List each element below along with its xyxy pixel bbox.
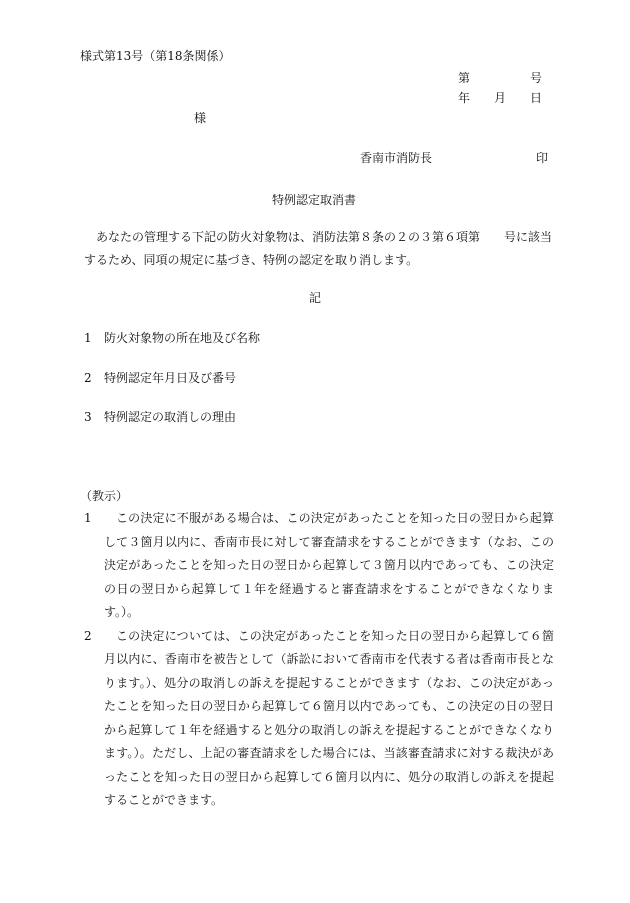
notice-item [84,507,554,625]
addressee-suffix: 様 [194,111,207,125]
seal-mark: 印 [536,151,549,165]
item-certification-date-number [84,372,236,384]
body-paragraph: あなたの管理する下記の防火対象物は、消防法第８条の２の３第６項第 号に該当するため、同項の規定に基づき、特例の認定を取り消します。 [84,230,553,267]
ki-heading: 記 [309,291,322,305]
date-month: 月 [494,91,507,105]
item-revocation-reason [84,411,236,423]
item-location-name [84,332,260,344]
notice-heading: （教示） [80,489,129,503]
item-label: 特例認定の取消しの理由 [104,410,237,424]
notice-list [84,507,554,813]
item-number: 2 [84,371,92,385]
item-label: 特例認定年月日及び番号 [104,371,237,385]
issuer-name: 香南市消防長 [360,151,433,165]
doc-number-suffix: 号 [530,71,543,85]
date-year: 年 [458,91,471,105]
notice-number: 1 [84,511,92,525]
notice-text: この決定に不服がある場合は、この決定があったことを知った日の翌日から起算して３箇月以内に、香南市長に対して審査請求をすることができます（なお、この決定があったことを知った日の翌日から起算して３箇月以内であっても、この決定の日の翌日から起算して１年を経過すると審査請求をすることができなくなります。）。 [104,511,554,619]
date-day: 日 [530,91,543,105]
item-number: 1 [84,331,92,345]
item-label: 防火対象物の所在地及び名称 [104,331,261,345]
notice-number: 2 [84,628,92,643]
item-number: 3 [84,410,92,424]
notice-text: この決定については、この決定があったことを知った日の翌日から起算して６箇月以内に、香南市を被告として（訴訟において香南市を代表する者は香南市長となります。）、処分の取消しの訴えを提起することができます（なお、この決定があったことを知った日の翌日から起算して６箇月以内であっても、この決定の日の翌日から起算して１年を経過すると処分の取消しの訴えを提起することができなくなります。）。ただし、上記の審査請求をした場合には、当該審査請求に対する裁決があったことを知った日の翌日から起算して６箇月以内に、処分の取消しの訴えを提起することができます。 [104,628,554,807]
document-title: 特例認定取消書 [272,193,357,207]
form-number: 様式第13号（第18条関係） [80,49,231,63]
notice-item [84,625,554,813]
doc-number-prefix: 第 [458,71,471,85]
